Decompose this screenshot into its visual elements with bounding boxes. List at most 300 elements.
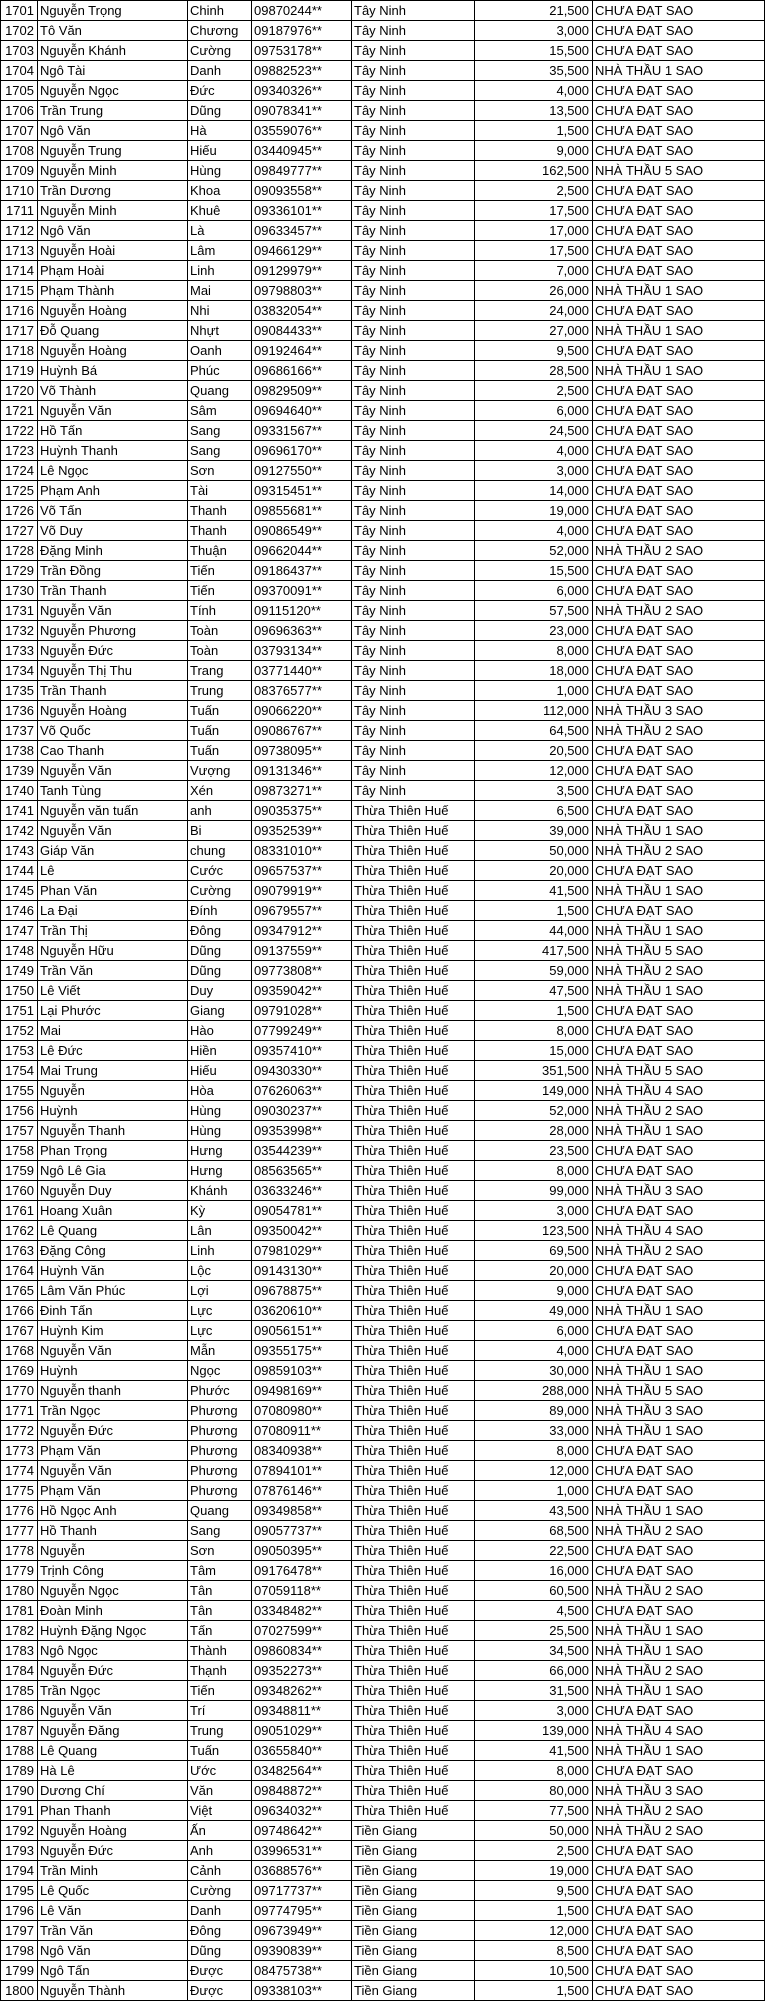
rank-cell[interactable]: NHÀ THẦU 1 SAO <box>593 1641 765 1661</box>
first-name-cell[interactable]: Hưng <box>188 1141 252 1161</box>
first-name-cell[interactable]: Khuê <box>188 201 252 221</box>
row-number-cell[interactable]: 1780 <box>1 1581 38 1601</box>
province-cell[interactable]: Thừa Thiên Huế <box>352 1721 475 1741</box>
rank-cell[interactable]: CHƯA ĐẠT SAO <box>593 181 765 201</box>
first-name-cell[interactable]: Tuấn <box>188 701 252 721</box>
phone-cell[interactable]: 09084433** <box>252 321 352 341</box>
province-cell[interactable]: Thừa Thiên Huế <box>352 1061 475 1081</box>
phone-cell[interactable]: 03440945** <box>252 141 352 161</box>
phone-cell[interactable]: 09633457** <box>252 221 352 241</box>
row-number-cell[interactable]: 1753 <box>1 1041 38 1061</box>
amount-cell[interactable]: 12,000 <box>475 761 593 781</box>
amount-cell[interactable]: 288,000 <box>475 1381 593 1401</box>
first-name-cell[interactable]: Sâm <box>188 401 252 421</box>
first-name-cell[interactable]: Việt <box>188 1801 252 1821</box>
phone-cell[interactable]: 09050395** <box>252 1541 352 1561</box>
first-name-cell[interactable]: Lộc <box>188 1261 252 1281</box>
amount-cell[interactable]: 1,500 <box>475 1001 593 1021</box>
first-name-cell[interactable]: Sơn <box>188 1541 252 1561</box>
row-number-cell[interactable]: 1750 <box>1 981 38 1001</box>
amount-cell[interactable]: 2,500 <box>475 181 593 201</box>
amount-cell[interactable]: 20,000 <box>475 1261 593 1281</box>
first-name-cell[interactable]: Thành <box>188 1641 252 1661</box>
row-number-cell[interactable]: 1790 <box>1 1781 38 1801</box>
province-cell[interactable]: Thừa Thiên Huế <box>352 1661 475 1681</box>
rank-cell[interactable]: NHÀ THẦU 1 SAO <box>593 821 765 841</box>
row-number-cell[interactable]: 1702 <box>1 21 38 41</box>
row-number-cell[interactable]: 1704 <box>1 61 38 81</box>
province-cell[interactable]: Thừa Thiên Huế <box>352 1321 475 1341</box>
last-name-cell[interactable]: Nguyễn Văn <box>38 1341 188 1361</box>
amount-cell[interactable]: 6,000 <box>475 581 593 601</box>
amount-cell[interactable]: 162,500 <box>475 161 593 181</box>
row-number-cell[interactable]: 1728 <box>1 541 38 561</box>
last-name-cell[interactable]: Lê Đức <box>38 1041 188 1061</box>
phone-cell[interactable]: 09030237** <box>252 1101 352 1121</box>
row-number-cell[interactable]: 1793 <box>1 1841 38 1861</box>
first-name-cell[interactable]: Tiến <box>188 561 252 581</box>
first-name-cell[interactable]: Phương <box>188 1421 252 1441</box>
rank-cell[interactable]: NHÀ THẦU 5 SAO <box>593 941 765 961</box>
phone-cell[interactable]: 09192464** <box>252 341 352 361</box>
amount-cell[interactable]: 49,000 <box>475 1301 593 1321</box>
first-name-cell[interactable]: Tuấn <box>188 721 252 741</box>
province-cell[interactable]: Thừa Thiên Huế <box>352 1081 475 1101</box>
rank-cell[interactable]: CHƯA ĐẠT SAO <box>593 481 765 501</box>
last-name-cell[interactable]: Đoàn Minh <box>38 1601 188 1621</box>
row-number-cell[interactable]: 1769 <box>1 1361 38 1381</box>
phone-cell[interactable]: 09086767** <box>252 721 352 741</box>
rank-cell[interactable]: NHÀ THẦU 2 SAO <box>593 541 765 561</box>
province-cell[interactable]: Thừa Thiên Huế <box>352 1001 475 1021</box>
last-name-cell[interactable]: Nguyễn Đức <box>38 641 188 661</box>
amount-cell[interactable]: 57,500 <box>475 601 593 621</box>
last-name-cell[interactable]: Nguyễn <box>38 1081 188 1101</box>
row-number-cell[interactable]: 1795 <box>1 1881 38 1901</box>
first-name-cell[interactable]: Trí <box>188 1701 252 1721</box>
last-name-cell[interactable]: Võ Quốc <box>38 721 188 741</box>
province-cell[interactable]: Tiền Giang <box>352 1941 475 1961</box>
province-cell[interactable]: Tiền Giang <box>352 1981 475 2001</box>
amount-cell[interactable]: 4,000 <box>475 441 593 461</box>
rank-cell[interactable]: CHƯA ĐẠT SAO <box>593 1341 765 1361</box>
rank-cell[interactable]: NHÀ THẦU 1 SAO <box>593 1361 765 1381</box>
row-number-cell[interactable]: 1743 <box>1 841 38 861</box>
last-name-cell[interactable]: Phạm Văn <box>38 1481 188 1501</box>
row-number-cell[interactable]: 1736 <box>1 701 38 721</box>
rank-cell[interactable]: CHƯA ĐẠT SAO <box>593 681 765 701</box>
last-name-cell[interactable]: Nguyễn Hoàng <box>38 301 188 321</box>
phone-cell[interactable]: 09696170** <box>252 441 352 461</box>
province-cell[interactable]: Thừa Thiên Huế <box>352 1161 475 1181</box>
row-number-cell[interactable]: 1775 <box>1 1481 38 1501</box>
last-name-cell[interactable]: Võ Thành <box>38 381 188 401</box>
phone-cell[interactable]: 09338103** <box>252 1981 352 2001</box>
province-cell[interactable]: Thừa Thiên Huế <box>352 1641 475 1661</box>
amount-cell[interactable]: 7,000 <box>475 261 593 281</box>
phone-cell[interactable]: 09657537** <box>252 861 352 881</box>
amount-cell[interactable]: 351,500 <box>475 1061 593 1081</box>
rank-cell[interactable]: NHÀ THẦU 2 SAO <box>593 1661 765 1681</box>
rank-cell[interactable]: CHƯA ĐẠT SAO <box>593 141 765 161</box>
province-cell[interactable]: Thừa Thiên Huế <box>352 1261 475 1281</box>
phone-cell[interactable]: 09359042** <box>252 981 352 1001</box>
amount-cell[interactable]: 3,000 <box>475 1201 593 1221</box>
last-name-cell[interactable]: Nguyễn Văn <box>38 761 188 781</box>
row-number-cell[interactable]: 1785 <box>1 1681 38 1701</box>
phone-cell[interactable]: 09176478** <box>252 1561 352 1581</box>
province-cell[interactable]: Tây Ninh <box>352 541 475 561</box>
amount-cell[interactable]: 6,500 <box>475 801 593 821</box>
row-number-cell[interactable]: 1799 <box>1 1961 38 1981</box>
rank-cell[interactable]: NHÀ THẦU 5 SAO <box>593 1061 765 1081</box>
row-number-cell[interactable]: 1741 <box>1 801 38 821</box>
row-number-cell[interactable]: 1771 <box>1 1401 38 1421</box>
rank-cell[interactable]: CHƯA ĐẠT SAO <box>593 1461 765 1481</box>
first-name-cell[interactable]: Nhựt <box>188 321 252 341</box>
province-cell[interactable]: Tây Ninh <box>352 741 475 761</box>
province-cell[interactable]: Thừa Thiên Huế <box>352 901 475 921</box>
province-cell[interactable]: Thừa Thiên Huế <box>352 861 475 881</box>
last-name-cell[interactable]: Võ Tấn <box>38 501 188 521</box>
last-name-cell[interactable]: Nguyễn Ngọc <box>38 1581 188 1601</box>
phone-cell[interactable]: 09143130** <box>252 1261 352 1281</box>
phone-cell[interactable]: 09390839** <box>252 1941 352 1961</box>
phone-cell[interactable]: 09331567** <box>252 421 352 441</box>
row-number-cell[interactable]: 1798 <box>1 1941 38 1961</box>
last-name-cell[interactable]: Nguyễn Thanh <box>38 1121 188 1141</box>
first-name-cell[interactable]: Hùng <box>188 1121 252 1141</box>
phone-cell[interactable]: 09753178** <box>252 41 352 61</box>
last-name-cell[interactable]: Nguyễn Văn <box>38 821 188 841</box>
amount-cell[interactable]: 30,000 <box>475 1361 593 1381</box>
amount-cell[interactable]: 31,500 <box>475 1681 593 1701</box>
first-name-cell[interactable]: Đính <box>188 901 252 921</box>
rank-cell[interactable]: CHƯA ĐẠT SAO <box>593 661 765 681</box>
phone-cell[interactable]: 03544239** <box>252 1141 352 1161</box>
last-name-cell[interactable]: Trần Trung <box>38 101 188 121</box>
province-cell[interactable]: Thừa Thiên Huế <box>352 961 475 981</box>
first-name-cell[interactable]: Anh <box>188 1841 252 1861</box>
rank-cell[interactable]: CHƯA ĐẠT SAO <box>593 1441 765 1461</box>
last-name-cell[interactable]: Trịnh Công <box>38 1561 188 1581</box>
phone-cell[interactable]: 09066220** <box>252 701 352 721</box>
province-cell[interactable]: Tây Ninh <box>352 21 475 41</box>
row-number-cell[interactable]: 1716 <box>1 301 38 321</box>
row-number-cell[interactable]: 1709 <box>1 161 38 181</box>
rank-cell[interactable]: CHƯA ĐẠT SAO <box>593 1761 765 1781</box>
row-number-cell[interactable]: 1730 <box>1 581 38 601</box>
row-number-cell[interactable]: 1766 <box>1 1301 38 1321</box>
last-name-cell[interactable]: Tô Văn <box>38 21 188 41</box>
first-name-cell[interactable]: Dũng <box>188 1941 252 1961</box>
last-name-cell[interactable]: Trần Đồng <box>38 561 188 581</box>
row-number-cell[interactable]: 1782 <box>1 1621 38 1641</box>
last-name-cell[interactable]: Phan Văn <box>38 881 188 901</box>
row-number-cell[interactable]: 1752 <box>1 1021 38 1041</box>
first-name-cell[interactable]: Đông <box>188 921 252 941</box>
last-name-cell[interactable]: Nguyễn Minh <box>38 161 188 181</box>
rank-cell[interactable]: NHÀ THẦU 1 SAO <box>593 981 765 1001</box>
amount-cell[interactable]: 4,000 <box>475 81 593 101</box>
phone-cell[interactable]: 09131346** <box>252 761 352 781</box>
phone-cell[interactable]: 07876146** <box>252 1481 352 1501</box>
amount-cell[interactable]: 23,500 <box>475 1141 593 1161</box>
last-name-cell[interactable]: Nguyễn Văn <box>38 1461 188 1481</box>
amount-cell[interactable]: 1,000 <box>475 1481 593 1501</box>
rank-cell[interactable]: CHƯA ĐẠT SAO <box>593 1321 765 1341</box>
last-name-cell[interactable]: Nguyễn Phương <box>38 621 188 641</box>
amount-cell[interactable]: 99,000 <box>475 1181 593 1201</box>
last-name-cell[interactable]: Cao Thanh <box>38 741 188 761</box>
first-name-cell[interactable]: Tài <box>188 481 252 501</box>
province-cell[interactable]: Tây Ninh <box>352 41 475 61</box>
amount-cell[interactable]: 23,000 <box>475 621 593 641</box>
phone-cell[interactable]: 09115120** <box>252 601 352 621</box>
phone-cell[interactable]: 09093558** <box>252 181 352 201</box>
first-name-cell[interactable]: Danh <box>188 61 252 81</box>
rank-cell[interactable]: CHƯA ĐẠT SAO <box>593 1281 765 1301</box>
last-name-cell[interactable]: Nguyễn Đức <box>38 1841 188 1861</box>
rank-cell[interactable]: NHÀ THẦU 2 SAO <box>593 1521 765 1541</box>
last-name-cell[interactable]: Huỳnh Kim <box>38 1321 188 1341</box>
phone-cell[interactable]: 09127550** <box>252 461 352 481</box>
first-name-cell[interactable]: Khoa <box>188 181 252 201</box>
last-name-cell[interactable]: Nguyễn Văn <box>38 401 188 421</box>
rank-cell[interactable]: CHƯA ĐẠT SAO <box>593 261 765 281</box>
row-number-cell[interactable]: 1718 <box>1 341 38 361</box>
amount-cell[interactable]: 25,500 <box>475 1621 593 1641</box>
phone-cell[interactable]: 09798803** <box>252 281 352 301</box>
last-name-cell[interactable]: Lại Phước <box>38 1001 188 1021</box>
province-cell[interactable]: Thừa Thiên Huế <box>352 1741 475 1761</box>
last-name-cell[interactable]: Huỳnh Thanh <box>38 441 188 461</box>
phone-cell[interactable]: 03771440** <box>252 661 352 681</box>
last-name-cell[interactable]: Hồ Tấn <box>38 421 188 441</box>
phone-cell[interactable]: 09873271** <box>252 781 352 801</box>
amount-cell[interactable]: 66,000 <box>475 1661 593 1681</box>
last-name-cell[interactable]: Hồ Ngọc Anh <box>38 1501 188 1521</box>
last-name-cell[interactable]: Phạm Văn <box>38 1441 188 1461</box>
province-cell[interactable]: Tây Ninh <box>352 401 475 421</box>
province-cell[interactable]: Tây Ninh <box>352 601 475 621</box>
first-name-cell[interactable]: Tâm <box>188 1561 252 1581</box>
rank-cell[interactable]: NHÀ THẦU 2 SAO <box>593 721 765 741</box>
rank-cell[interactable]: CHƯA ĐẠT SAO <box>593 1161 765 1181</box>
rank-cell[interactable]: CHƯA ĐẠT SAO <box>593 221 765 241</box>
phone-cell[interactable]: 09870244** <box>252 1 352 21</box>
last-name-cell[interactable]: Huỳnh Đặng Ngọc <box>38 1621 188 1641</box>
last-name-cell[interactable]: Mai Trung <box>38 1061 188 1081</box>
first-name-cell[interactable]: Hào <box>188 1021 252 1041</box>
first-name-cell[interactable]: Ngọc <box>188 1361 252 1381</box>
amount-cell[interactable]: 50,000 <box>475 841 593 861</box>
row-number-cell[interactable]: 1779 <box>1 1561 38 1581</box>
last-name-cell[interactable]: Lê Ngọc <box>38 461 188 481</box>
province-cell[interactable]: Thừa Thiên Huế <box>352 1761 475 1781</box>
row-number-cell[interactable]: 1724 <box>1 461 38 481</box>
amount-cell[interactable]: 52,000 <box>475 1101 593 1121</box>
phone-cell[interactable]: 09673949** <box>252 1921 352 1941</box>
rank-cell[interactable]: NHÀ THẦU 5 SAO <box>593 1381 765 1401</box>
amount-cell[interactable]: 33,000 <box>475 1421 593 1441</box>
rank-cell[interactable]: NHÀ THẦU 1 SAO <box>593 1501 765 1521</box>
rank-cell[interactable]: CHƯA ĐẠT SAO <box>593 781 765 801</box>
phone-cell[interactable]: 09717737** <box>252 1881 352 1901</box>
phone-cell[interactable]: 09791028** <box>252 1001 352 1021</box>
row-number-cell[interactable]: 1783 <box>1 1641 38 1661</box>
first-name-cell[interactable]: Ước <box>188 1761 252 1781</box>
rank-cell[interactable]: CHƯA ĐẠT SAO <box>593 241 765 261</box>
row-number-cell[interactable]: 1735 <box>1 681 38 701</box>
province-cell[interactable]: Tây Ninh <box>352 261 475 281</box>
first-name-cell[interactable]: Dũng <box>188 101 252 121</box>
last-name-cell[interactable]: Nguyễn Duy <box>38 1181 188 1201</box>
first-name-cell[interactable]: Danh <box>188 1901 252 1921</box>
rank-cell[interactable]: CHƯA ĐẠT SAO <box>593 1941 765 1961</box>
row-number-cell[interactable]: 1757 <box>1 1121 38 1141</box>
last-name-cell[interactable]: Trần Thanh <box>38 581 188 601</box>
amount-cell[interactable]: 8,500 <box>475 1941 593 1961</box>
phone-cell[interactable]: 09686166** <box>252 361 352 381</box>
phone-cell[interactable]: 07626063** <box>252 1081 352 1101</box>
first-name-cell[interactable]: Hà <box>188 121 252 141</box>
phone-cell[interactable]: 09340326** <box>252 81 352 101</box>
first-name-cell[interactable]: Lợi <box>188 1281 252 1301</box>
amount-cell[interactable]: 16,000 <box>475 1561 593 1581</box>
amount-cell[interactable]: 59,000 <box>475 961 593 981</box>
row-number-cell[interactable]: 1773 <box>1 1441 38 1461</box>
row-number-cell[interactable]: 1705 <box>1 81 38 101</box>
phone-cell[interactable]: 09352273** <box>252 1661 352 1681</box>
rank-cell[interactable]: CHƯA ĐẠT SAO <box>593 1 765 21</box>
row-number-cell[interactable]: 1701 <box>1 1 38 21</box>
province-cell[interactable]: Tây Ninh <box>352 61 475 81</box>
amount-cell[interactable]: 9,000 <box>475 1281 593 1301</box>
province-cell[interactable]: Thừa Thiên Huế <box>352 1181 475 1201</box>
first-name-cell[interactable]: Thạnh <box>188 1661 252 1681</box>
amount-cell[interactable]: 9,500 <box>475 341 593 361</box>
first-name-cell[interactable]: Thuận <box>188 541 252 561</box>
first-name-cell[interactable]: Cường <box>188 881 252 901</box>
rank-cell[interactable]: NHÀ THẦU 1 SAO <box>593 361 765 381</box>
last-name-cell[interactable]: La Đại <box>38 901 188 921</box>
first-name-cell[interactable]: Cường <box>188 41 252 61</box>
first-name-cell[interactable]: Lực <box>188 1321 252 1341</box>
last-name-cell[interactable]: Nguyễn Hoài <box>38 241 188 261</box>
province-cell[interactable]: Thừa Thiên Huế <box>352 1361 475 1381</box>
last-name-cell[interactable]: Nguyễn Thành <box>38 1981 188 2001</box>
rank-cell[interactable]: CHƯA ĐẠT SAO <box>593 561 765 581</box>
first-name-cell[interactable]: Khánh <box>188 1181 252 1201</box>
phone-cell[interactable]: 09848872** <box>252 1781 352 1801</box>
first-name-cell[interactable]: Hùng <box>188 161 252 181</box>
phone-cell[interactable]: 09054781** <box>252 1201 352 1221</box>
row-number-cell[interactable]: 1755 <box>1 1081 38 1101</box>
province-cell[interactable]: Thừa Thiên Huế <box>352 1341 475 1361</box>
province-cell[interactable]: Thừa Thiên Huế <box>352 921 475 941</box>
amount-cell[interactable]: 2,500 <box>475 381 593 401</box>
row-number-cell[interactable]: 1786 <box>1 1701 38 1721</box>
last-name-cell[interactable]: Nguyễn thanh <box>38 1381 188 1401</box>
row-number-cell[interactable]: 1719 <box>1 361 38 381</box>
province-cell[interactable]: Tây Ninh <box>352 561 475 581</box>
amount-cell[interactable]: 68,500 <box>475 1521 593 1541</box>
last-name-cell[interactable]: Lê Văn <box>38 1901 188 1921</box>
amount-cell[interactable]: 417,500 <box>475 941 593 961</box>
amount-cell[interactable]: 24,000 <box>475 301 593 321</box>
row-number-cell[interactable]: 1713 <box>1 241 38 261</box>
last-name-cell[interactable]: Lê <box>38 861 188 881</box>
phone-cell[interactable]: 09430330** <box>252 1061 352 1081</box>
row-number-cell[interactable]: 1749 <box>1 961 38 981</box>
phone-cell[interactable]: 09774795** <box>252 1901 352 1921</box>
row-number-cell[interactable]: 1781 <box>1 1601 38 1621</box>
province-cell[interactable]: Tây Ninh <box>352 761 475 781</box>
amount-cell[interactable]: 12,000 <box>475 1921 593 1941</box>
province-cell[interactable]: Tây Ninh <box>352 421 475 441</box>
row-number-cell[interactable]: 1794 <box>1 1861 38 1881</box>
rank-cell[interactable]: CHƯA ĐẠT SAO <box>593 21 765 41</box>
rank-cell[interactable]: CHƯA ĐẠT SAO <box>593 101 765 121</box>
province-cell[interactable]: Thừa Thiên Huế <box>352 1501 475 1521</box>
rank-cell[interactable]: NHÀ THẦU 3 SAO <box>593 701 765 721</box>
province-cell[interactable]: Thừa Thiên Huế <box>352 1441 475 1461</box>
first-name-cell[interactable]: Chương <box>188 21 252 41</box>
province-cell[interactable]: Tây Ninh <box>352 501 475 521</box>
row-number-cell[interactable]: 1772 <box>1 1421 38 1441</box>
province-cell[interactable]: Tây Ninh <box>352 241 475 261</box>
phone-cell[interactable]: 09357410** <box>252 1041 352 1061</box>
last-name-cell[interactable]: Trần Thị <box>38 921 188 941</box>
first-name-cell[interactable]: Sơn <box>188 461 252 481</box>
first-name-cell[interactable]: Phúc <box>188 361 252 381</box>
phone-cell[interactable]: 09347912** <box>252 921 352 941</box>
province-cell[interactable]: Thừa Thiên Huế <box>352 1301 475 1321</box>
phone-cell[interactable]: 09634032** <box>252 1801 352 1821</box>
first-name-cell[interactable]: Tiến <box>188 1681 252 1701</box>
last-name-cell[interactable]: Huỳnh <box>38 1361 188 1381</box>
first-name-cell[interactable]: Dũng <box>188 941 252 961</box>
row-number-cell[interactable]: 1770 <box>1 1381 38 1401</box>
last-name-cell[interactable]: Mai <box>38 1021 188 1041</box>
amount-cell[interactable]: 89,000 <box>475 1401 593 1421</box>
row-number-cell[interactable]: 1737 <box>1 721 38 741</box>
province-cell[interactable]: Thừa Thiên Huế <box>352 801 475 821</box>
rank-cell[interactable]: CHƯA ĐẠT SAO <box>593 521 765 541</box>
phone-cell[interactable]: 09882523** <box>252 61 352 81</box>
phone-cell[interactable]: 09186437** <box>252 561 352 581</box>
first-name-cell[interactable]: Linh <box>188 261 252 281</box>
phone-cell[interactable]: 09348811** <box>252 1701 352 1721</box>
rank-cell[interactable]: CHƯA ĐẠT SAO <box>593 641 765 661</box>
last-name-cell[interactable]: Đặng Công <box>38 1241 188 1261</box>
rank-cell[interactable]: NHÀ THẦU 3 SAO <box>593 1401 765 1421</box>
amount-cell[interactable]: 43,500 <box>475 1501 593 1521</box>
rank-cell[interactable]: CHƯA ĐẠT SAO <box>593 1541 765 1561</box>
province-cell[interactable]: Thừa Thiên Huế <box>352 1461 475 1481</box>
row-number-cell[interactable]: 1740 <box>1 781 38 801</box>
first-name-cell[interactable]: Hùng <box>188 1101 252 1121</box>
last-name-cell[interactable]: Ngô Lê Gia <box>38 1161 188 1181</box>
rank-cell[interactable]: NHÀ THẦU 4 SAO <box>593 1081 765 1101</box>
first-name-cell[interactable]: Lân <box>188 1221 252 1241</box>
phone-cell[interactable]: 08563565** <box>252 1161 352 1181</box>
amount-cell[interactable]: 60,500 <box>475 1581 593 1601</box>
province-cell[interactable]: Tây Ninh <box>352 81 475 101</box>
row-number-cell[interactable]: 1754 <box>1 1061 38 1081</box>
amount-cell[interactable]: 3,000 <box>475 21 593 41</box>
